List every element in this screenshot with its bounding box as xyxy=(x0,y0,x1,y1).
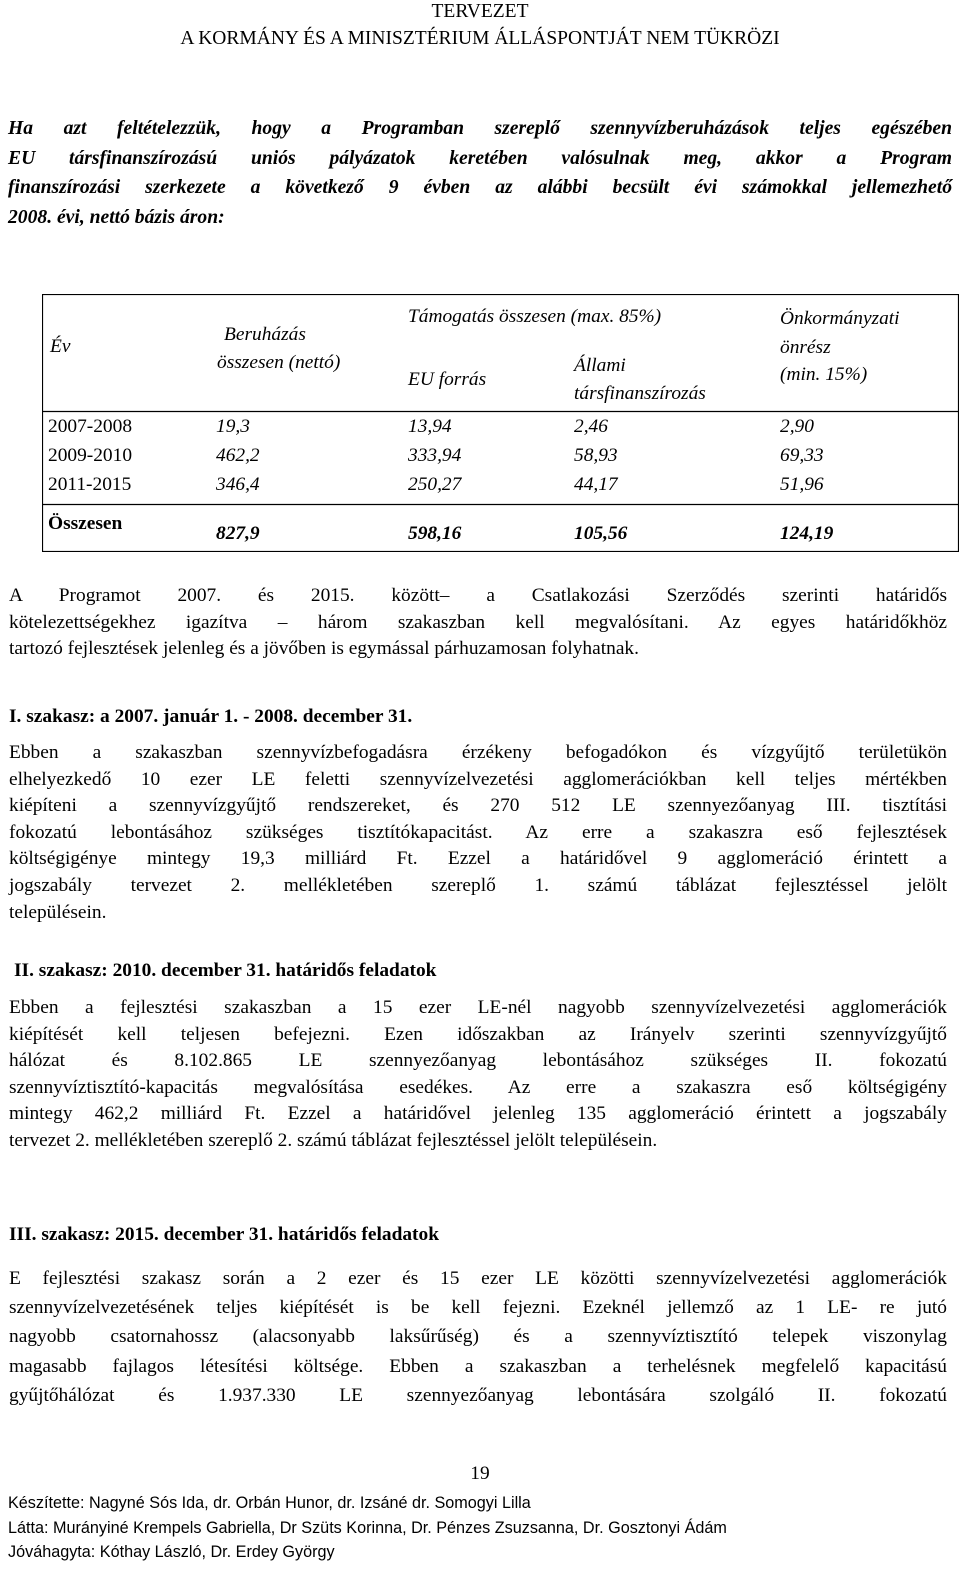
disclaimer-label: A KORMÁNY ÉS A MINISZTÉRIUM ÁLLÁSPONTJÁT NEM TÜKRÖZI xyxy=(180,28,780,49)
text-line: szennyvíztisztító-kapacitás megvalósítása esedékes. Az erre a szakaszra eső költségigény xyxy=(9,1076,947,1098)
section-heading: II. szakasz: 2010. december 31. határidős feladatok xyxy=(14,960,437,981)
intro-line: EU társfinanszírozású uniós pályázatok keretében valósulnak meg, akkor a Program xyxy=(8,147,952,169)
text-line: elhelyezkedő 10 ezer LE feletti szennyvízelvezetési agglomerációkban kell teljes mértékben xyxy=(9,768,947,790)
text-line: kiépítését kell teljesen befejezni. Ezen időszakban az Irányelv szerinti szennyvízgyűjtő xyxy=(9,1023,947,1045)
text-line: A Programot 2007. és 2015. között– a Csatlakozási Szerződés szerinti határidős xyxy=(9,585,947,606)
row-state: 2,46 xyxy=(574,416,608,437)
text-line: Ebben a fejlesztési szakaszban a 15 ezer LE-nél nagyobb szennyvízelvezetési agglomerációk xyxy=(9,997,947,1018)
row-year: 2007-2008 xyxy=(48,416,133,437)
col-header-eu: EU forrás xyxy=(408,369,487,390)
col-header-own: Önkormányzati xyxy=(780,308,900,329)
row-investment: 346,4 xyxy=(216,474,260,495)
table-grid xyxy=(42,294,959,552)
text-line: gyűjtőhálózat és 1.937.330 LE szennyezőanyag lebontására szolgáló II. fokozatú xyxy=(9,1384,947,1406)
text-line: tartozó fejlesztések jelenleg és a jövőben is egymással párhuzamosan folyhatnak. xyxy=(9,638,639,660)
text-line: Ebben a szakaszban szennyvízbefogadásra érzékeny befogadókon és vízgyűjtő területükön xyxy=(9,742,947,763)
row-own: 69,33 xyxy=(780,445,824,466)
program-paragraph xyxy=(9,583,947,663)
section-paragraph xyxy=(9,995,947,1155)
col-header-investment-sub: összesen (nettó) xyxy=(217,352,341,373)
footer-reviewed: Látta: Murányiné Krempels Gabriella, Dr Szüts Korinna, Dr. Pénzes Zsuzsanna, Dr. Gosztonyi Ádám xyxy=(8,1519,727,1537)
col-header-own-sub: önrész xyxy=(780,337,831,358)
section-paragraph xyxy=(9,1264,947,1410)
row-eu: 250,27 xyxy=(408,474,462,495)
text-line: jogszabály tervezet 2. mellékletében szereplő 1. számú táblázat fejlesztéssel jelölt xyxy=(9,874,947,896)
footer-approved: Jóváhagyta: Kóthay László, Dr. Erdey György xyxy=(8,1543,335,1561)
col-header-state: Állami xyxy=(574,355,626,376)
row-own: 2,90 xyxy=(780,416,814,437)
section-heading: III. szakasz: 2015. december 31. határidős feladatok xyxy=(9,1224,439,1245)
total-investment: 827,9 xyxy=(216,523,260,544)
row-state: 44,17 xyxy=(574,474,618,495)
text-line: tervezet 2. mellékletében szereplő 2. számú táblázat fejlesztéssel jelölt településein. xyxy=(9,1129,658,1151)
total-eu: 598,16 xyxy=(408,523,462,544)
total-own: 124,19 xyxy=(780,523,834,544)
text-line: kötelezettségekhez igazítva – három szakaszban kell megvalósítani. Az egyes határidőkhöz xyxy=(9,611,947,633)
footer-prepared: Készítette: Nagyné Sós Ida, dr. Orbán Hunor, dr. Izsáné dr. Somogyi Lilla xyxy=(8,1494,531,1512)
col-header-support: Támogatás összesen (max. 85%) xyxy=(408,306,662,327)
row-investment: 462,2 xyxy=(216,445,260,466)
text-line: költségigénye mintegy 19,3 milliárd Ft. Ezzel a határidővel 9 agglomeráció érintett a xyxy=(9,848,947,870)
section-heading: I. szakasz: a 2007. január 1. - 2008. december 31. xyxy=(9,706,413,727)
text-line: fokozatú lebontásához szükséges tisztítókapacitást. Az erre a szakaszra eső fejlesztések xyxy=(9,821,947,843)
row-investment: 19,3 xyxy=(216,416,250,437)
text-line: magasabb fajlagos létesítési költsége. Ebben a szakaszban a terhelésnek megfelelő kapacitású xyxy=(9,1355,947,1377)
text-line: szennyvízelvezetésének teljes kiépítését is be kell fejezni. Ezeknél jellemző az 1 LE- re jutó xyxy=(9,1297,947,1319)
text-line: településein. xyxy=(9,901,107,923)
page-number: 19 xyxy=(470,1463,490,1484)
col-header-own-min: (min. 15%) xyxy=(780,364,868,385)
col-header-state-sub: társfinanszírozás xyxy=(574,383,706,404)
text-line: E fejlesztési szakasz során a 2 ezer és 15 ezer LE közötti szennyvízelvezetési agglomerációk xyxy=(9,1268,947,1289)
row-year: 2009-2010 xyxy=(48,445,133,466)
text-line: nagyobb csatornahossz (alacsonyabb laksűrűség) és a szennyvíztisztító telepek viszonylag xyxy=(9,1326,947,1348)
total-state: 105,56 xyxy=(574,523,628,544)
col-header-investment: Beruházás xyxy=(224,324,306,345)
intro-line: 2008. évi, nettó bázis áron: xyxy=(8,206,225,228)
col-header-year: Év xyxy=(50,336,71,357)
intro-line: finanszírozási szerkezete a következő 9 évben az alábbi becsült évi számokkal jellemezhető xyxy=(8,177,952,199)
row-eu: 333,94 xyxy=(408,445,462,466)
intro-paragraph xyxy=(8,114,952,232)
text-line: kiépíteni a szennyvízgyűjtő rendszereket, és 270 512 LE szennyezőanyag III. tisztítási xyxy=(9,795,947,817)
section-paragraph xyxy=(9,740,947,926)
text-line: hálózat és 8.102.865 LE szennyezőanyag lebontásához szükséges II. fokozatú xyxy=(9,1050,947,1072)
financing-table xyxy=(42,294,959,552)
row-own: 51,96 xyxy=(780,474,824,495)
draft-label: TERVEZET xyxy=(431,1,529,22)
text-line: mintegy 462,2 milliárd Ft. Ezzel a határidővel jelenleg 135 agglomeráció érintett a jogszabály xyxy=(9,1103,947,1125)
row-year: 2011-2015 xyxy=(48,474,132,495)
total-label: Összesen xyxy=(48,513,123,534)
row-eu: 13,94 xyxy=(408,416,452,437)
intro-line: Ha azt feltételezzük, hogy a Programban szereplő szennyvízberuházások teljes egészében xyxy=(8,118,952,139)
row-state: 58,93 xyxy=(574,445,618,466)
